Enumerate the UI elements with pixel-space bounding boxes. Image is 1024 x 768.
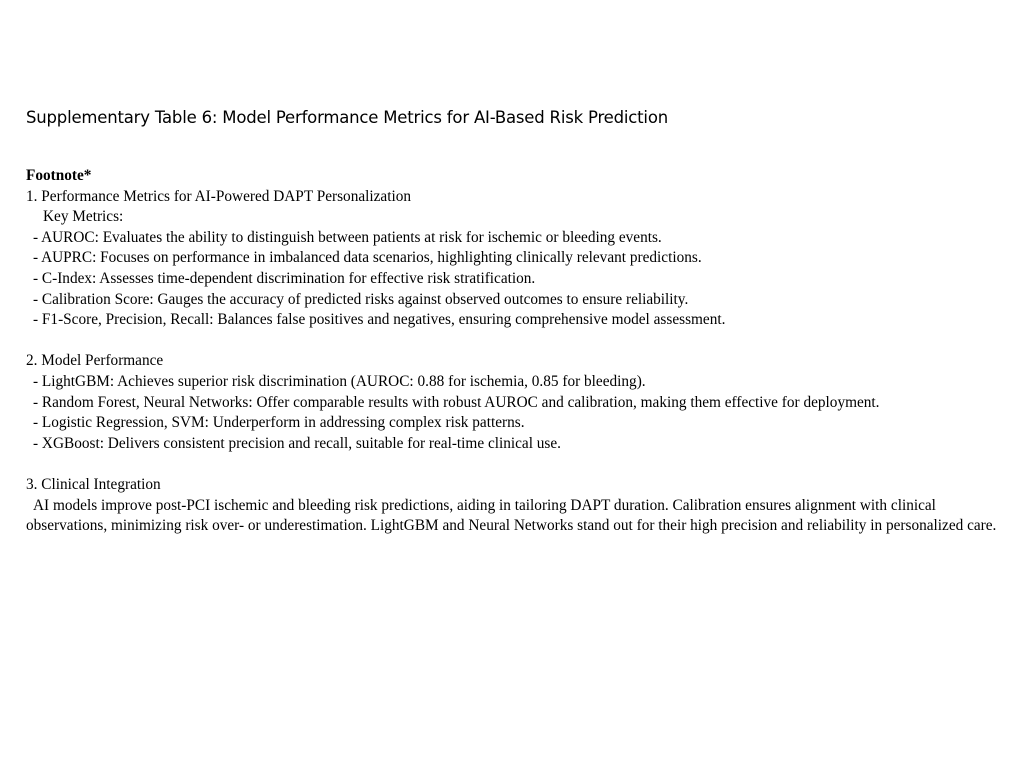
section-3-heading: 3. Clinical Integration	[26, 475, 161, 493]
section-1-heading: 1. Performance Metrics for AI-Powered DAPT Personalization	[26, 187, 412, 205]
metric-item-f1: - F1-Score, Precision, Recall: Balances false positives and negatives, ensuring comprehensive model assessment.	[33, 311, 726, 329]
model-item-random-forest: - Random Forest, Neural Networks: Offer comparable results with robust AUROC and calibration, making them effective for deployment.	[33, 393, 880, 411]
section-2-heading: 2. Model Performance	[26, 352, 164, 370]
model-item-lightgbm: - LightGBM: Achieves superior risk discrimination (AUROC: 0.88 for ischemia, 0.85 for bleeding).	[33, 372, 646, 390]
footnote-heading: Footnote*	[26, 167, 92, 184]
model-item-xgboost: - XGBoost: Delivers consistent precision and recall, suitable for real-time clinical use.	[33, 434, 562, 452]
model-item-logistic-regression: - Logistic Regression, SVM: Underperform in addressing complex risk patterns.	[33, 414, 525, 432]
metric-item-c-index: - C-Index: Assesses time-dependent discrimination for effective risk stratification.	[33, 269, 536, 287]
metric-item-auprc: - AUPRC: Focuses on performance in imbalanced data scenarios, highlighting clinically relevant predictions.	[33, 249, 702, 267]
slide-title: Supplementary Table 6: Model Performance Metrics for AI-Based Risk Prediction	[26, 108, 668, 127]
footnote-block	[26, 166, 1001, 537]
section-spacer	[26, 331, 1001, 352]
metric-item-calibration: - Calibration Score: Gauges the accuracy of predicted risks against observed outcomes to ensure reliability.	[33, 290, 689, 308]
clinical-integration-text: AI models improve post-PCI ischemic and bleeding risk predictions, aiding in tailoring DAPT duration. Calibration ensures alignment with clinical observations, minimizing risk over- or underestimation. LightGBM and Neural Networks stand out for their high precision and reliability in personalized care.	[26, 496, 997, 535]
clinical-integration-paragraph	[26, 496, 1001, 537]
section-spacer	[26, 454, 1001, 475]
key-metrics-subheading: Key Metrics:	[43, 208, 124, 226]
metric-item-auroc: - AUROC: Evaluates the ability to distinguish between patients at risk for ischemic or bleeding events.	[33, 228, 662, 246]
